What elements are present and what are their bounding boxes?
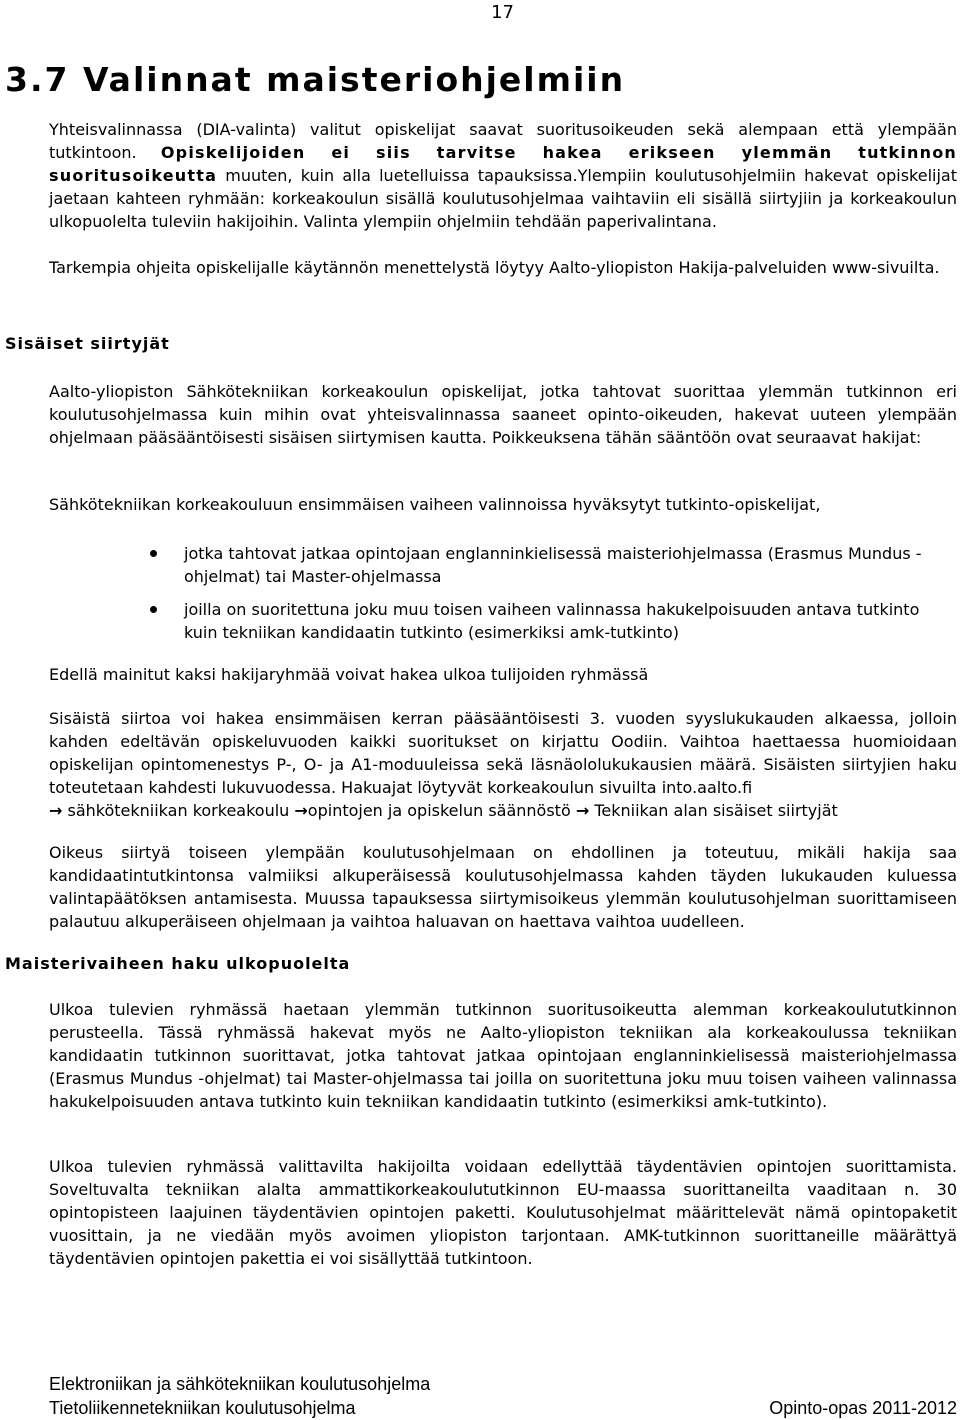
intro-text-2: muuten, kuin alla luetelluissa tapauksissa.Ylempiin koulutusohjelmiin hakevat opiskelijat jaetaan kahteen ryhmään: korkeakoulun sisällä koulutusohjelmaa vaihtaviin eli sisällä siirtyjiin ja korkeakoulun ulkopuolelta tuleviin hakijoihin. Valinta ylempiin ohjelmiin tehdään paperivalintana. (49, 166, 957, 231)
bullet-icon (150, 550, 157, 557)
bullet-icon (150, 606, 157, 613)
arrow-right-icon: → (575, 801, 590, 820)
intro-bold-text: Opiskelijoiden ei siis tarvitse hakea erikseen ylemmän tutkinnon suoritusoikeutta (49, 143, 957, 185)
footer-programme-1: Elektroniikan ja sähkötekniikan koulutusohjelma (49, 1374, 431, 1394)
internal-transfers-heading: Sisäiset siirtyjät (5, 334, 170, 353)
external-paragraph-2: Ulkoa tulevien ryhmässä valittavilta hakijoilta voidaan edellyttää täydentävien opintojen suorittamista. Soveltuvalta tekniikan alalta ammattikorkeakoulututkinnon EU-maassa suorittaneilta vaaditaan n. 30 opintopisteen laajuinen täydentävien opintojen paketti. Koulutusohjelmat määrittelevät nämä opintopaketit vuosittain, ja ne viedään myös avoimen yliopiston tarjontaan. AMK-tutkinnon suorittaneille määrättyä täydentävien opintojen pakettia ei voi sisällyttää tutkintoon. (49, 1157, 957, 1268)
list-item-text: jotka tahtovat jatkaa opintojaan englanninkielisessä maisteriohjelmassa (Erasmus Mundus -ohjelmat) tai Master-ohjelmassa (184, 544, 922, 586)
internal-paragraph-4 (49, 707, 957, 822)
arrow-right-icon: → (49, 801, 63, 820)
exception-list (49, 542, 957, 654)
list-item (49, 542, 957, 588)
internal-paragraph-4-text: Sisäistä siirtoa voi hakea ensimmäisen kerran pääsääntöisesti 3. vuoden syyslukukauden alkaessa, jolloin kahden edeltävän opiskeluvuoden kaikki suoritukset on kirjattu Oodiin. Vaihtoa haettaessa huomioidaan opiskelijan opintomenestys P-, O- ja A1-moduuleissa sekä läsnäololukukausien määrä. Sisäisten siirtyjien haku toteutetaan kahdesti lukuvuodessa. Hakuajat löytyvät korkeakoulun sivuilta into.aalto.fi (49, 709, 957, 797)
footer-guide-title: Opinto-opas 2011-2012 (769, 1398, 957, 1418)
internal-paragraph-2: Sähkötekniikan korkeakouluun ensimmäisen vaiheen valinnoissa hyväksytyt tutkinto-opiskelijat, (49, 495, 821, 514)
intro-text-1: Yhteisvalinnassa (DIA-valinta) valitut opiskelijat saavat suoritusoikeuden sekä alempaan että ylempään tutkintoon. (49, 120, 957, 162)
path-step-regulations: opintojen ja opiskelun säännöstö (307, 801, 576, 820)
internal-paragraph-3: Edellä mainitut kaksi hakijaryhmää voivat hakea ulkoa tulijoiden ryhmässä (49, 665, 649, 684)
page-number: 17 (491, 2, 514, 23)
external-applications-heading: Maisterivaiheen haku ulkopuolelta (5, 954, 351, 973)
instructions-paragraph: Tarkempia ohjeita opiskelijalle käytännön menettelystä löytyy Aalto-yliopiston Hakija-palveluiden www-sivuilta. (49, 258, 940, 277)
internal-paragraph-5: Oikeus siirtyä toiseen ylempään koulutusohjelmaan on ehdollinen ja toteutuu, mikäli hakija saa kandidaatintutkintonsa valmiiksi alkuperäisessä koulutusohjelmassa kahden täyden lukukauden kuluessa valintapäätöksen antamisesta. Muussa tapauksessa siirtymisoikeus ylemmän koulutusohjelman suorittamiseen palautuu alkuperäiseen ohjelmaan ja vaihtoa haluavan on haettava vaihtoa uudelleen. (49, 843, 957, 931)
intro-paragraph (49, 118, 957, 233)
list-item-text: joilla on suoritettuna joku muu toisen vaiheen valinnassa hakukelpoisuuden antava tutkinto kuin tekniikan kandidaatin tutkinto (esimerkiksi amk-tutkinto) (184, 600, 920, 642)
internal-paragraph-1: Aalto-yliopiston Sähkötekniikan korkeakoulun opiskelijat, jotka tahtovat suorittaa ylemmän tutkinnon eri koulutusohjelmassa kuin mihin ovat yhteisvalinnassa saaneet opinto-oikeuden, hakevat uuteen ylempään ohjelmaan pääsääntöisesti sisäisen siirtymisen kautta. Poikkeuksena tähän sääntöön ovat seuraavat hakijat: (49, 382, 957, 447)
list-item (49, 598, 957, 644)
footer-programme-2: Tietoliikennetekniikan koulutusohjelma (49, 1398, 356, 1418)
path-step-internal-transfers: Tekniikan alan sisäiset siirtyjät (589, 801, 838, 820)
arrow-right-icon: → (294, 801, 308, 820)
section-title: 3.7 Valinnat maisteriohjelmiin (5, 60, 626, 99)
path-step-college: sähkötekniikan korkeakoulu (62, 801, 295, 820)
page-footer (49, 1372, 957, 1420)
external-paragraph-1: Ulkoa tulevien ryhmässä haetaan ylemmän tutkinnon suoritusoikeutta alemman korkeakoulututkinnon perusteella. Tässä ryhmässä hakevat myös ne Aalto-yliopiston tekniikan ala korkeakoulussa tekniikan kandidaatin tutkinnon suorittavat, jotka tahtovat jatkaa opintojaan englanninkielisessä maisteriohjelmassa (Erasmus Mundus -ohjelmat) tai Master-ohjelmassa tai joilla on suoritettuna joku muu toisen vaiheen valinnassa hakukelpoisuuden antava tutkinto kuin tekniikan kandidaatin tutkinto (esimerkiksi amk-tutkinto). (49, 1000, 957, 1111)
